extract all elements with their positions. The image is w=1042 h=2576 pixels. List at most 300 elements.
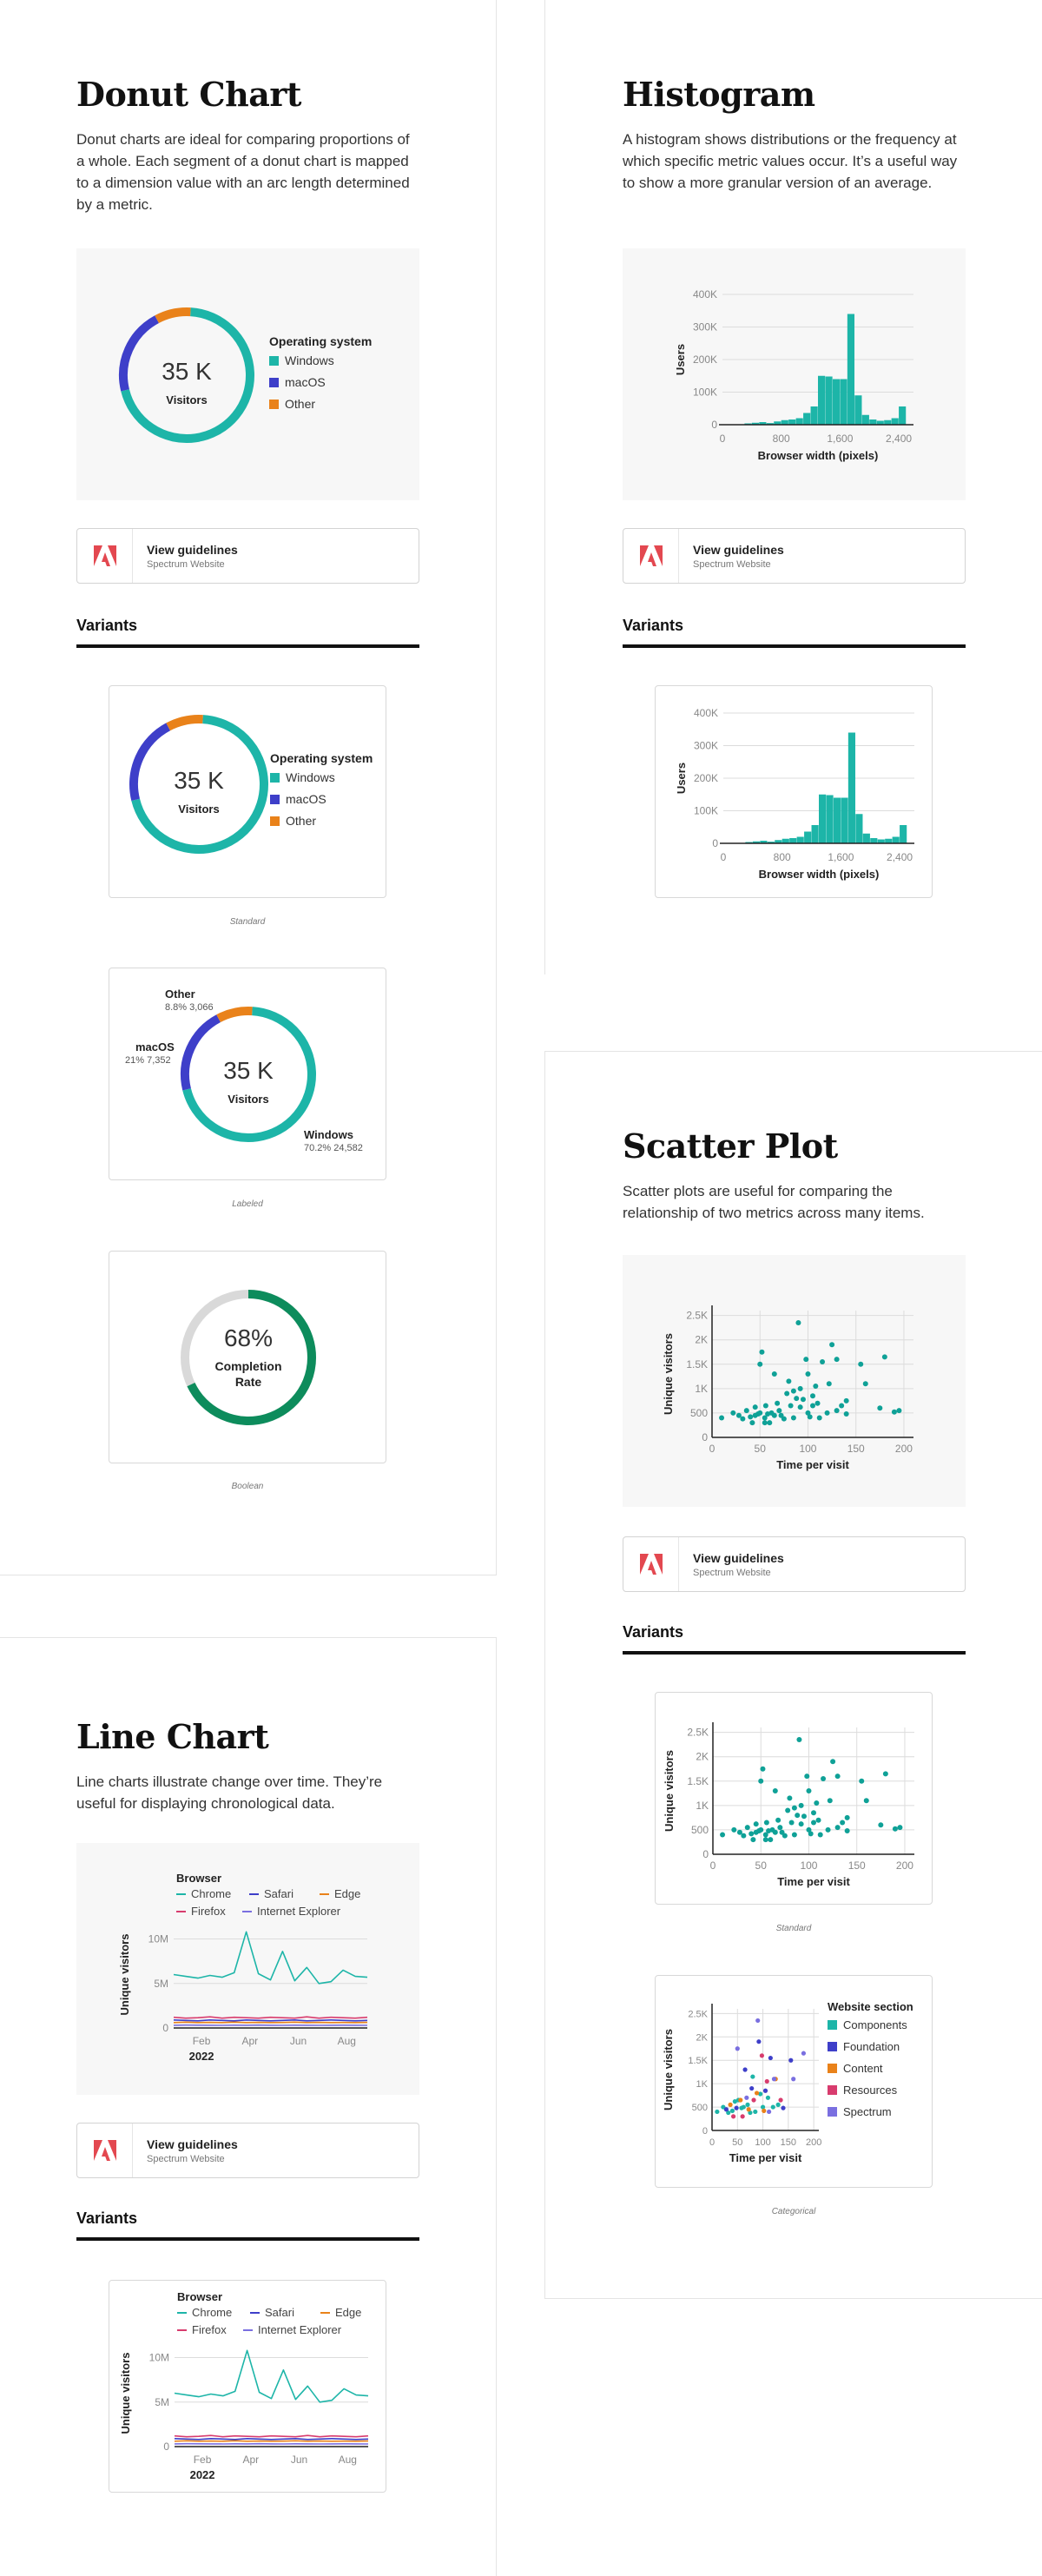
y-tick-label: 2.5K bbox=[688, 2009, 708, 2020]
histogram-bar bbox=[862, 415, 869, 425]
scatter-point-foundation bbox=[768, 2056, 773, 2060]
legend-label-components: Components bbox=[843, 2018, 907, 2031]
scatter-point bbox=[767, 1420, 772, 1425]
scatter-point bbox=[782, 1417, 787, 1422]
legend-label-macos: macOS bbox=[286, 792, 326, 806]
scatter-point bbox=[759, 1350, 764, 1355]
guide-subtitle: Spectrum Website bbox=[693, 1568, 771, 1578]
histogram-bar bbox=[825, 377, 832, 426]
scatter-point-components bbox=[742, 2104, 746, 2109]
y-tick-label: 0 bbox=[702, 1431, 708, 1443]
variants-heading: Variants bbox=[76, 2209, 138, 2227]
histogram-bar bbox=[848, 733, 855, 844]
scatter-point bbox=[799, 1821, 804, 1826]
line-chart bbox=[76, 1843, 419, 2095]
scatter-point-spectrum bbox=[755, 2018, 760, 2023]
scatter-point-components bbox=[715, 2110, 719, 2114]
scatter-point bbox=[806, 1788, 811, 1793]
scatter-point bbox=[787, 1795, 792, 1800]
donut-center-label: Visitors bbox=[166, 393, 208, 406]
y-axis-title: Unique visitors bbox=[118, 1933, 131, 2016]
y-tick-label: 0 bbox=[712, 837, 718, 849]
legend-title: Operating system bbox=[269, 334, 373, 348]
legend-label-windows: Windows bbox=[286, 770, 335, 784]
donut-center-value: 35 K bbox=[162, 358, 212, 385]
x-tick-label: 0 bbox=[709, 2137, 716, 2148]
legend-swatch-foundation bbox=[828, 2042, 837, 2051]
scatter-point-spectrum bbox=[767, 2110, 771, 2114]
scatter-point bbox=[811, 1820, 816, 1826]
variants-heading: Variants bbox=[623, 1623, 684, 1641]
scatter-point bbox=[775, 1401, 780, 1406]
variant-caption: Standard bbox=[775, 1924, 812, 1933]
scatter-plot-panel bbox=[544, 1051, 1042, 2299]
donut-view-guidelines[interactable] bbox=[76, 528, 419, 584]
x-tick-label: 0 bbox=[709, 1443, 716, 1455]
legend-title: Website section bbox=[828, 2000, 913, 2013]
donut-chart bbox=[109, 686, 387, 899]
x-tick-label: 800 bbox=[773, 851, 791, 863]
y-tick-label: 300K bbox=[692, 320, 717, 334]
histogram-bar bbox=[900, 825, 907, 843]
legend-label: Internet Explorer bbox=[258, 2323, 342, 2336]
scatter-description: Scatter plots are useful for comparing the relationship of two metrics across many items. bbox=[623, 1183, 925, 1221]
scatter-point-spectrum bbox=[744, 2096, 749, 2100]
x-tick-label: 800 bbox=[772, 433, 790, 445]
y-tick-label: 1.5K bbox=[687, 1774, 709, 1787]
x-tick-label: 150 bbox=[847, 1443, 865, 1455]
legend-label-windows: Windows bbox=[285, 353, 334, 367]
scatter-chart bbox=[656, 1693, 933, 1906]
legend-swatch-macos bbox=[270, 795, 280, 804]
scatter-point-components bbox=[776, 2103, 781, 2107]
y-axis-title: Unique visitors bbox=[662, 2029, 675, 2110]
legend-swatch-windows bbox=[269, 356, 279, 366]
x-axis-title: Time per visit bbox=[777, 1875, 850, 1888]
scatter-point bbox=[859, 1779, 864, 1784]
scatter-point bbox=[877, 1405, 882, 1410]
y-tick-label: 500 bbox=[689, 1406, 708, 1419]
scatter-point bbox=[810, 1404, 815, 1409]
x-axis-title: Browser width (pixels) bbox=[757, 449, 879, 462]
adobe-logo-icon bbox=[623, 1537, 679, 1591]
donut-description: Donut charts are ideal for comparing proportions of a whole. Each segment of a donut chart is mapped to a dimension value with an arc length determined by a metric. bbox=[76, 131, 410, 213]
y-tick-label: 500 bbox=[691, 2103, 708, 2114]
histogram-preview bbox=[623, 248, 966, 500]
x-tick-label: Feb bbox=[193, 2454, 212, 2466]
legend-swatch-macos bbox=[269, 378, 279, 387]
boolean-label-line2: Rate bbox=[234, 1375, 262, 1389]
line-chart-panel bbox=[0, 1637, 497, 2576]
x-tick-label: 200 bbox=[895, 1859, 913, 1872]
scatter-point bbox=[749, 1831, 754, 1836]
legend-label: Edge bbox=[334, 1887, 361, 1900]
scatter-point bbox=[748, 1414, 753, 1419]
guide-title: View guidelines bbox=[147, 2137, 238, 2151]
x-tick-label: 0 bbox=[709, 1859, 716, 1872]
scatter-point bbox=[820, 1359, 825, 1364]
histogram-bar bbox=[885, 839, 892, 843]
scatter-point bbox=[864, 1798, 869, 1803]
donut-slice-other bbox=[157, 312, 191, 320]
x-tick-label: Aug bbox=[338, 2454, 357, 2466]
scatter-point-foundation bbox=[763, 2089, 768, 2093]
donut-variant-boolean bbox=[109, 1251, 386, 1463]
x-tick-label: Jun bbox=[290, 2454, 308, 2466]
guide-title: View guidelines bbox=[693, 1551, 784, 1565]
y-tick-label: 2.5K bbox=[686, 1309, 708, 1322]
x-axis-title: Time per visit bbox=[729, 2151, 802, 2164]
donut-center-value: 35 K bbox=[223, 1057, 274, 1084]
scatter-point bbox=[792, 1806, 797, 1811]
x-tick-label: 0 bbox=[719, 433, 726, 445]
legend-label-other: Other bbox=[286, 814, 317, 828]
line-series-edge bbox=[174, 2022, 367, 2023]
scatter-point bbox=[789, 1820, 795, 1826]
scatter-point bbox=[744, 1408, 749, 1413]
scatter-point-content bbox=[762, 2109, 766, 2113]
scatter-variant-standard bbox=[655, 1692, 933, 1905]
scatter-point bbox=[757, 1410, 762, 1416]
scatter-point bbox=[804, 1773, 809, 1779]
adobe-logo-icon bbox=[623, 529, 679, 583]
label-other-stat: 8.8% 3,066 bbox=[165, 1002, 214, 1013]
donut-slice-macos bbox=[185, 1019, 219, 1090]
scatter-point bbox=[883, 1771, 888, 1776]
adobe-logo-icon bbox=[77, 2124, 133, 2177]
legend-swatch-other bbox=[269, 400, 279, 409]
scatter-point bbox=[878, 1822, 883, 1827]
y-tick-label: 10M bbox=[148, 1932, 168, 1945]
y-tick-label: 5M bbox=[155, 2395, 169, 2408]
scatter-point bbox=[827, 1381, 832, 1386]
x-year-label: 2022 bbox=[189, 2468, 215, 2481]
scatter-point bbox=[844, 1398, 849, 1404]
x-tick-label: 50 bbox=[754, 1443, 766, 1455]
scatter-view-guidelines[interactable] bbox=[623, 1536, 966, 1592]
scatter-point-resources bbox=[731, 2114, 735, 2118]
scatter-point bbox=[750, 1837, 755, 1842]
y-tick-label: 200K bbox=[692, 353, 717, 366]
y-axis-title: Unique visitors bbox=[663, 1750, 676, 1832]
line-title: Line Chart bbox=[76, 1717, 269, 1756]
line-series-chrome bbox=[175, 2350, 368, 2402]
scatter-point-components bbox=[766, 2096, 770, 2100]
scatter-point bbox=[754, 1830, 759, 1835]
scatter-point-components bbox=[750, 2074, 755, 2078]
legend-label: Safari bbox=[265, 2306, 294, 2319]
y-tick-label: 2K bbox=[696, 2032, 708, 2044]
guide-subtitle: Spectrum Website bbox=[147, 559, 225, 570]
donut-chart-panel bbox=[0, 0, 497, 1575]
variants-divider bbox=[623, 1651, 966, 1655]
line-chart bbox=[109, 2281, 387, 2493]
donut-center-label: Visitors bbox=[228, 1093, 269, 1106]
scatter-point bbox=[784, 1390, 789, 1396]
scatter-point bbox=[829, 1342, 834, 1347]
x-tick-label: 1,600 bbox=[827, 433, 854, 445]
legend-swatch-components bbox=[828, 2020, 837, 2030]
scatter-point bbox=[754, 1821, 759, 1826]
legend-title: Browser bbox=[177, 2290, 223, 2303]
scatter-point bbox=[757, 1362, 762, 1367]
x-tick-label: Feb bbox=[192, 2035, 211, 2047]
histogram-bar bbox=[892, 419, 899, 426]
scatter-point bbox=[835, 1773, 841, 1779]
scatter-point bbox=[816, 1818, 821, 1823]
histogram-bar bbox=[847, 314, 854, 426]
scatter-point bbox=[798, 1386, 803, 1391]
legend-swatch-other bbox=[270, 816, 280, 826]
scatter-point bbox=[858, 1362, 863, 1367]
scatter-point bbox=[773, 1830, 778, 1835]
scatter-point bbox=[772, 1413, 777, 1418]
y-axis-title: Unique visitors bbox=[119, 2352, 132, 2434]
y-tick-label: 300K bbox=[693, 739, 718, 752]
legend-label-foundation: Foundation bbox=[843, 2040, 900, 2053]
scatter-point bbox=[893, 1826, 898, 1832]
x-tick-label: 100 bbox=[755, 2137, 771, 2148]
guide-subtitle: Spectrum Website bbox=[147, 2154, 225, 2164]
scatter-point bbox=[839, 1404, 844, 1409]
histogram-bar bbox=[884, 420, 891, 425]
histogram-bar bbox=[782, 839, 789, 843]
scatter-point bbox=[730, 1410, 735, 1416]
scatter-point-resources bbox=[741, 2114, 745, 2118]
donut-variant-standard bbox=[109, 685, 386, 898]
histogram-view-guidelines[interactable] bbox=[623, 528, 966, 584]
scatter-point-content bbox=[747, 2107, 751, 2111]
x-tick-label: 50 bbox=[732, 2137, 743, 2148]
scatter-point bbox=[758, 1827, 763, 1833]
scatter-point-foundation bbox=[781, 2106, 785, 2110]
scatter-point-spectrum bbox=[735, 2046, 740, 2051]
guide-title: View guidelines bbox=[147, 543, 238, 557]
x-tick-label: 150 bbox=[847, 1859, 866, 1872]
scatter-point bbox=[768, 1837, 773, 1842]
scatter-point bbox=[776, 1408, 782, 1413]
y-tick-label: 2.5K bbox=[687, 1726, 709, 1739]
y-tick-label: 100K bbox=[693, 804, 718, 817]
histogram-bar bbox=[899, 406, 906, 425]
scatter-point bbox=[764, 1820, 769, 1826]
scatter-point bbox=[810, 1393, 815, 1398]
y-tick-label: 1.5K bbox=[688, 2056, 708, 2067]
y-tick-label: 500 bbox=[690, 1823, 709, 1836]
legend-label-macos: macOS bbox=[285, 375, 326, 389]
line-series-firefox bbox=[174, 2017, 367, 2018]
y-tick-label: 1K bbox=[695, 1382, 708, 1395]
histogram-bar bbox=[811, 406, 818, 425]
scatter-point bbox=[792, 1833, 797, 1838]
scatter-point bbox=[795, 1320, 801, 1325]
scatter-point bbox=[777, 1825, 782, 1830]
histogram-bar bbox=[870, 838, 877, 843]
histogram-title: Histogram bbox=[623, 75, 815, 114]
scatter-point-foundation bbox=[788, 2058, 793, 2063]
y-axis-title: Users bbox=[674, 343, 687, 376]
scatter-point bbox=[813, 1384, 818, 1389]
scatter-point bbox=[844, 1411, 849, 1417]
scatter-point bbox=[791, 1416, 796, 1421]
x-axis-title: Time per visit bbox=[776, 1458, 849, 1471]
histogram-variant bbox=[655, 685, 933, 898]
donut-variant-labeled bbox=[109, 968, 386, 1180]
y-tick-label: 1K bbox=[696, 1799, 709, 1812]
histogram-bar bbox=[840, 380, 847, 426]
legend-label: Safari bbox=[264, 1887, 293, 1900]
donut-chart-boolean bbox=[109, 1252, 387, 1464]
line-preview bbox=[76, 1843, 419, 2095]
scatter-point bbox=[863, 1381, 868, 1386]
scatter-point bbox=[731, 1827, 736, 1833]
scatter-point bbox=[814, 1800, 819, 1806]
histogram-bar bbox=[804, 832, 811, 844]
scatter-point-foundation bbox=[756, 2039, 761, 2044]
scatter-point bbox=[828, 1798, 833, 1803]
scatter-point-resources bbox=[778, 2097, 782, 2102]
guide-subtitle: Spectrum Website bbox=[693, 559, 771, 570]
scatter-point bbox=[817, 1416, 822, 1421]
x-tick-label: 2,400 bbox=[886, 433, 913, 445]
scatter-point bbox=[773, 1788, 778, 1793]
scatter-point bbox=[740, 1417, 745, 1422]
variants-heading: Variants bbox=[76, 617, 138, 634]
variant-caption: Categorical bbox=[771, 2207, 816, 2216]
label-macos-stat: 21% 7,352 bbox=[125, 1055, 171, 1066]
scatter-point bbox=[760, 1767, 765, 1772]
y-tick-label: 5M bbox=[154, 1977, 168, 1990]
label-windows-stat: 70.2% 24,582 bbox=[304, 1143, 363, 1153]
x-axis-title: Browser width (pixels) bbox=[758, 868, 880, 881]
scatter-point bbox=[825, 1410, 830, 1416]
scatter-point-foundation bbox=[749, 2086, 754, 2091]
scatter-point bbox=[803, 1357, 808, 1362]
histogram-bar bbox=[819, 795, 826, 843]
legend-label: Chrome bbox=[191, 1887, 232, 1900]
variant-caption: Standard bbox=[229, 917, 266, 927]
scatter-point bbox=[801, 1397, 806, 1402]
histogram-description: A histogram shows distributions or the frequency at which specific metric values occur. It’s a useful way to show a more granular version of an average. bbox=[623, 131, 958, 191]
y-tick-label: 400K bbox=[692, 288, 717, 301]
legend-label-spectrum: Spectrum bbox=[843, 2105, 892, 2118]
scatter-point-components bbox=[730, 2109, 735, 2113]
scatter-point bbox=[840, 1820, 845, 1826]
legend-label: Internet Explorer bbox=[257, 1905, 341, 1918]
scatter-point-content bbox=[728, 2103, 732, 2107]
histogram-bar bbox=[833, 380, 840, 426]
histogram-bar bbox=[789, 838, 796, 843]
scatter-point bbox=[788, 1404, 794, 1409]
y-tick-label: 0 bbox=[702, 1848, 709, 1860]
legend-label-content: Content bbox=[843, 2062, 883, 2075]
donut-chart bbox=[76, 248, 419, 500]
guide-title: View guidelines bbox=[693, 543, 784, 557]
histogram-bar bbox=[854, 395, 861, 425]
scatter-point bbox=[799, 1803, 804, 1808]
scatter-point-spectrum bbox=[772, 2077, 776, 2081]
donut-center-value: 35 K bbox=[174, 767, 224, 794]
histogram-bar bbox=[796, 419, 803, 426]
scatter-point bbox=[892, 1410, 897, 1415]
scatter-point-foundation bbox=[724, 2107, 729, 2111]
y-tick-label: 10M bbox=[148, 2351, 169, 2364]
scatter-point-foundation bbox=[735, 2106, 739, 2110]
legend-swatch-spectrum bbox=[828, 2107, 837, 2117]
y-tick-label: 200K bbox=[693, 772, 718, 784]
scatter-point-resources bbox=[765, 2079, 769, 2084]
line-view-guidelines[interactable] bbox=[76, 2123, 419, 2178]
histogram-bar bbox=[863, 834, 870, 843]
y-axis-title: Unique visitors bbox=[662, 1333, 675, 1415]
legend-swatch-resources bbox=[828, 2085, 837, 2095]
scatter-point bbox=[826, 1827, 831, 1833]
boolean-label-line1: Completion bbox=[214, 1359, 282, 1373]
x-year-label: 2022 bbox=[188, 2050, 214, 2063]
scatter-variant-categorical bbox=[655, 1975, 933, 2188]
scatter-point bbox=[785, 1807, 790, 1813]
scatter-point bbox=[835, 1825, 841, 1830]
y-tick-label: 1.5K bbox=[686, 1357, 708, 1371]
y-tick-label: 1K bbox=[696, 2079, 708, 2091]
scatter-point bbox=[782, 1833, 788, 1839]
scatter-point-spectrum bbox=[791, 2077, 795, 2081]
scatter-point bbox=[762, 1420, 768, 1425]
x-tick-label: 200 bbox=[894, 1443, 913, 1455]
x-tick-label: Apr bbox=[241, 2035, 259, 2047]
y-tick-label: 100K bbox=[692, 386, 717, 399]
donut-title: Donut Chart bbox=[76, 75, 301, 114]
line-description: Line charts illustrate change over time. They’re useful for displaying chronological data. bbox=[76, 1773, 383, 1812]
x-tick-label: Jun bbox=[289, 2035, 307, 2047]
x-tick-label: Aug bbox=[337, 2035, 356, 2047]
y-tick-label: 0 bbox=[162, 2022, 168, 2034]
x-tick-label: 0 bbox=[720, 851, 727, 863]
y-tick-label: 2K bbox=[695, 1333, 708, 1346]
histogram-bar bbox=[834, 798, 841, 844]
y-tick-label: 0 bbox=[711, 419, 717, 431]
y-tick-label: 400K bbox=[693, 707, 718, 719]
scatter-point bbox=[758, 1779, 763, 1784]
x-tick-label: 2,400 bbox=[887, 851, 913, 863]
variants-heading: Variants bbox=[623, 617, 684, 634]
x-tick-label: Apr bbox=[242, 2454, 260, 2466]
label-windows-name: Windows bbox=[304, 1128, 353, 1141]
label-macos-name: macOS bbox=[135, 1040, 175, 1054]
donut-slice-other bbox=[168, 719, 203, 727]
scatter-chart-categorical bbox=[656, 1976, 933, 2189]
x-tick-label: 1,600 bbox=[828, 851, 854, 863]
scatter-point bbox=[772, 1371, 777, 1377]
x-tick-label: 50 bbox=[755, 1859, 767, 1872]
scatter-point bbox=[763, 1404, 768, 1409]
scatter-point bbox=[808, 1414, 813, 1419]
scatter-point bbox=[791, 1389, 796, 1394]
scatter-point bbox=[798, 1404, 803, 1410]
scatter-point bbox=[719, 1416, 724, 1421]
legend-label: Firefox bbox=[192, 2323, 227, 2336]
line-series-safari bbox=[175, 2439, 368, 2440]
donut-slice-other bbox=[219, 1011, 253, 1019]
histogram-bar bbox=[869, 419, 876, 425]
donut-slice-macos bbox=[134, 727, 168, 800]
donut-center-label: Visitors bbox=[178, 803, 220, 816]
scatter-point bbox=[834, 1357, 840, 1362]
line-series-firefox bbox=[175, 2435, 368, 2437]
x-tick-label: 150 bbox=[780, 2137, 797, 2148]
scatter-point-content bbox=[738, 2097, 742, 2102]
histogram-bar bbox=[788, 419, 795, 425]
